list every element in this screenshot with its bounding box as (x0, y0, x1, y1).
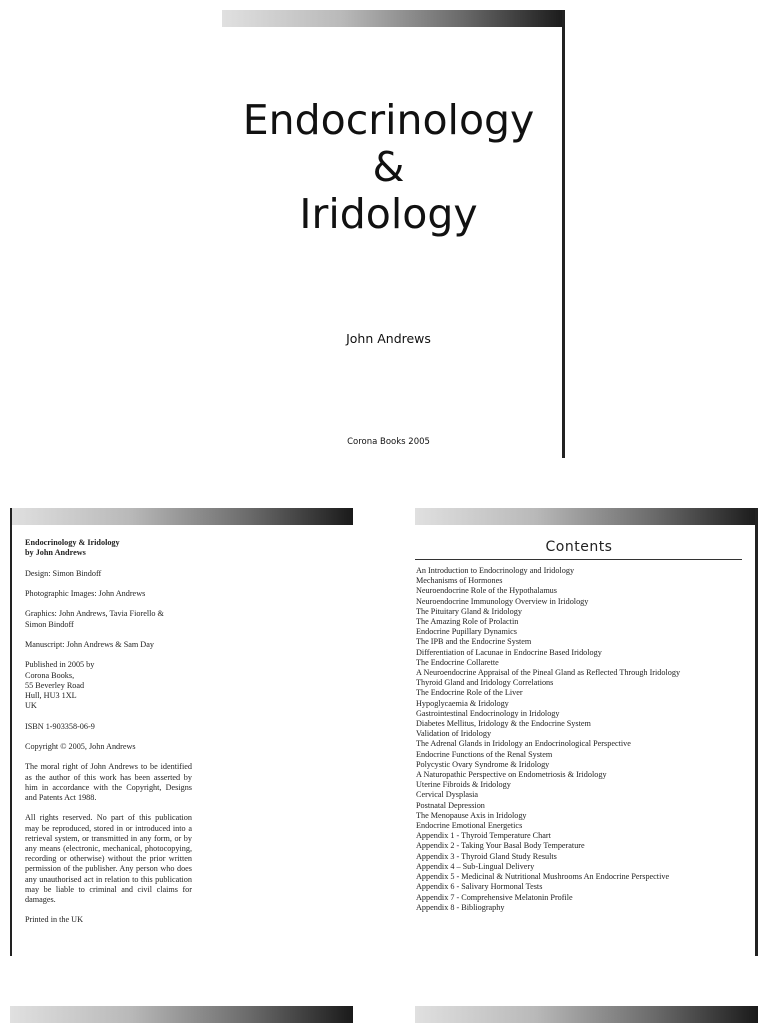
cover-publisher: Corona Books 2005 (347, 437, 430, 447)
contents-item: Mechanisms of Hormones (416, 576, 503, 586)
isbn: ISBN 1-903358-06-9 (25, 721, 95, 731)
contents-item: Hypoglycaemia & Iridology (416, 698, 509, 708)
copyright-page (25, 538, 192, 936)
manuscript-credit: Manuscript: John Andrews & Sam Day (25, 639, 154, 649)
contents-list (416, 566, 746, 913)
bottom-left-bar (10, 1006, 353, 1023)
contents-item: Endocrine Functions of the Renal System (416, 749, 553, 759)
published-line1: Published in 2005 by (25, 660, 95, 670)
cover-top-bar (222, 10, 565, 27)
contents-item: Thyroid Gland and Iridology Correlations (416, 678, 554, 688)
contents-heading: Contents (545, 539, 613, 555)
cover-title-line1: Endocrinology (242, 96, 535, 144)
published-line4: Hull, HU3 1XL (25, 690, 77, 700)
contents-item: The Endocrine Role of the Liver (416, 688, 523, 698)
design-credit: Design: Simon Bindoff (25, 568, 102, 578)
contents-item: A Neuroendocrine Appraisal of the Pineal Gland as Reflected Through Iridology (416, 668, 681, 678)
contents-item: Appendix 4 – Sub-Lingual Delivery (416, 861, 535, 871)
publisher-address (25, 660, 192, 711)
contents-item: A Naturopathic Perspective on Endometriosis & Iridology (416, 770, 607, 780)
contents-item: The Menopause Axis in Iridology (416, 810, 527, 820)
graphics-credit-line1: Graphics: John Andrews, Tavia Fiorello & (25, 609, 164, 619)
contents-item: The Amazing Role of Prolactin (416, 617, 519, 627)
contents-item: An Introduction to Endocrinology and Iridology (416, 566, 575, 575)
contents-item: Cervical Dysplasia (416, 790, 479, 800)
contents-item: Appendix 8 - Bibliography (416, 902, 505, 912)
published-line3: 55 Beverley Road (25, 680, 85, 690)
moral-right-statement: The moral right of John Andrews to be identified as the author of this work has been asserted by him in accordance with the Copyright, Designs and Patents Act 1988. (25, 762, 192, 802)
contents-page-top-bar (415, 508, 758, 525)
contents-item: Appendix 6 - Salivary Hormonal Tests (416, 882, 543, 892)
bottom-right-bar (415, 1006, 758, 1023)
contents-item: Uterine Fibroids & Iridology (416, 780, 511, 790)
contents-item: Appendix 7 - Comprehensive Melatonin Profile (416, 892, 573, 902)
book-byline: by John Andrews (25, 548, 86, 558)
copyright-page-top-bar (10, 508, 353, 525)
contents-item: Endocrine Emotional Energetics (416, 821, 523, 831)
contents-item: Appendix 2 - Taking Your Basal Body Temperature (416, 841, 585, 851)
cover-right-edge (562, 10, 565, 458)
contents-item: Neuroendocrine Role of the Hypothalamus (416, 586, 557, 596)
contents-item: Diabetes Mellitus, Iridology & the Endocrine System (416, 719, 591, 729)
contents-item: Appendix 3 - Thyroid Gland Study Results (416, 851, 557, 861)
copyright-notice: Copyright © 2005, John Andrews (25, 741, 136, 751)
published-line2: Corona Books, (25, 670, 75, 680)
cover-title-line3: Iridology (299, 190, 478, 238)
contents-item: Appendix 5 - Medicinal & Nutritional Mushrooms An Endocrine Perspective (416, 872, 670, 882)
copyright-heading (25, 538, 192, 558)
rights-reserved-statement: All rights reserved. No part of this publication may be reproduced, stored in or introduced into a retrieval system, or transmitted in any form, or by any means (electronic, mechanical, photocopying, recording or otherwise) without the prior written permission of the publisher. Any person who does any unauthorised act in relation to this publication may be liable to criminal and civil claims for damages. (25, 813, 192, 904)
contents-item: The Endocrine Collarette (416, 657, 499, 667)
contents-divider (415, 559, 742, 560)
contents-item: Appendix 1 - Thyroid Temperature Chart (416, 831, 551, 841)
cover-author: John Andrews (346, 331, 431, 346)
graphics-credit-line2: Simon Bindoff (25, 619, 74, 629)
graphics-credit (25, 609, 192, 629)
cover-title-line2: & (372, 143, 405, 191)
published-line5: UK (25, 701, 37, 711)
book-title: Endocrinology & Iridology (25, 538, 120, 547)
contents-item: The Pituitary Gland & Iridology (416, 606, 522, 616)
contents-item: Endocrine Pupillary Dynamics (416, 627, 517, 637)
contents-item: Postnatal Depression (416, 800, 485, 810)
cover-title (222, 97, 555, 238)
copyright-page-left-edge (10, 508, 12, 956)
contents-item: Neuroendocrine Immunology Overview in Iridology (416, 596, 589, 606)
contents-item: The IPB and the Endocrine System (416, 637, 532, 647)
contents-page-right-edge (755, 508, 758, 956)
contents-item: Differentiation of Lacunae in Endocrine Based Iridology (416, 647, 602, 657)
contents-item: Gastrointestinal Endocrinology in Iridology (416, 708, 560, 718)
contents-item: Polycystic Ovary Syndrome & Iridology (416, 759, 550, 769)
contents-item: The Adrenal Glands in Iridology an Endocrinological Perspective (416, 739, 631, 749)
contents-item: Validation of Iridology (416, 729, 492, 739)
photo-credit: Photographic Images: John Andrews (25, 588, 146, 598)
printed-in: Printed in the UK (25, 915, 83, 925)
